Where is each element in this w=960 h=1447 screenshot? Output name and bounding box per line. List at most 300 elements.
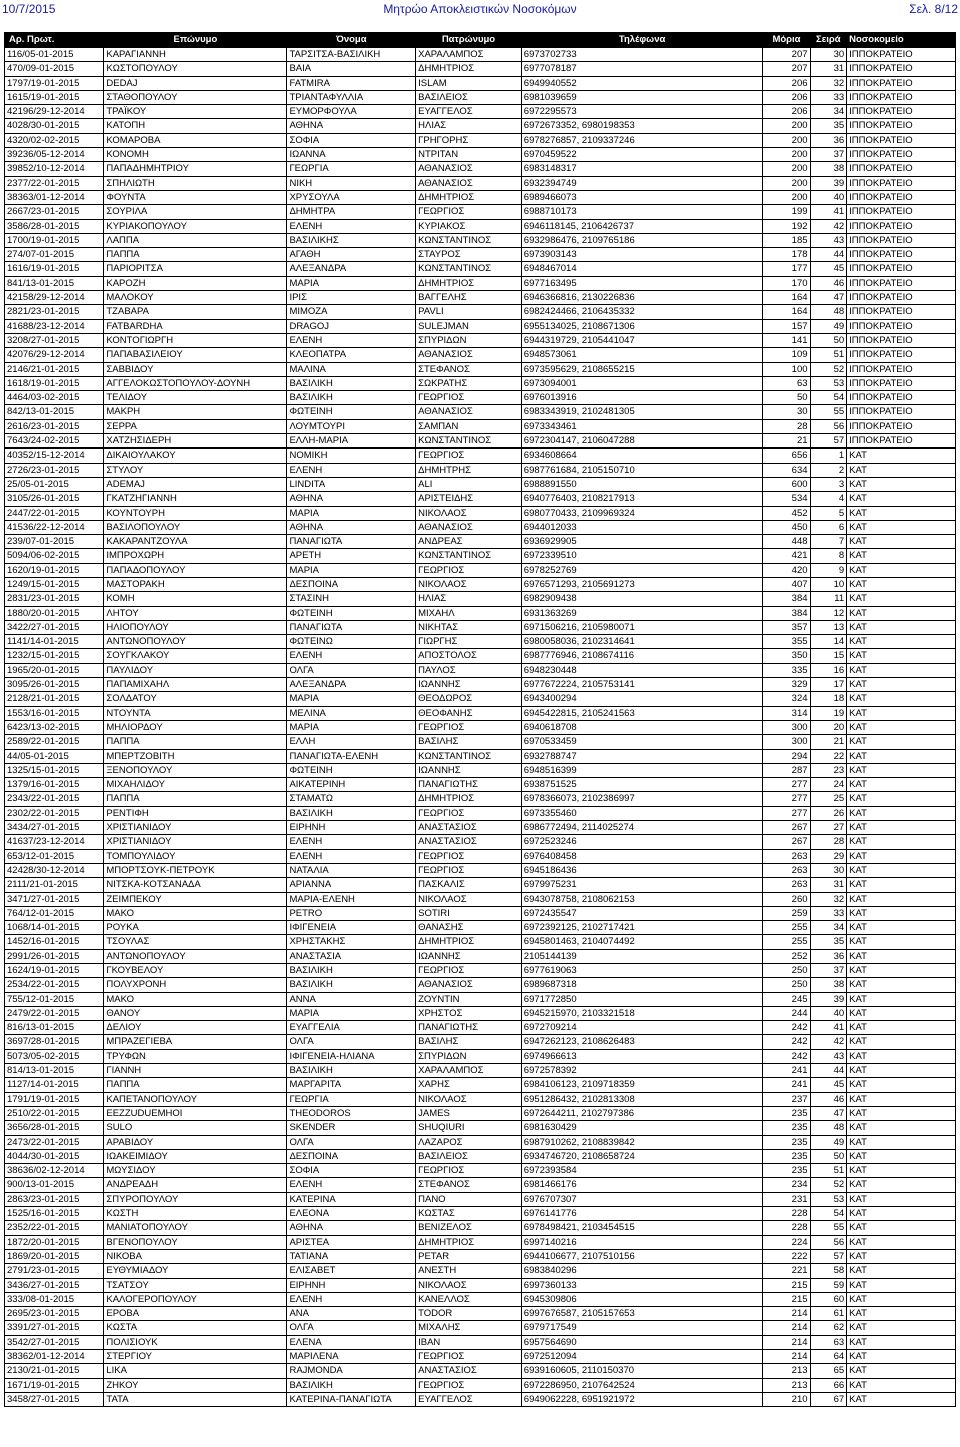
rank-cell: 66 bbox=[810, 1378, 847, 1392]
phones-cell: 6945801463, 2104074492 bbox=[521, 935, 763, 949]
hospital-cell: ΚΑΤ bbox=[847, 1235, 956, 1249]
protocol-cell: 41536/22-12-2014 bbox=[5, 520, 104, 534]
surname-cell: ΑΓΓΕΛΟΚΩΣΤΟΠΟΥΛΟΥ-ΔΟΥΝΗ bbox=[104, 376, 287, 390]
protocol-cell: 2589/22-01-2015 bbox=[5, 735, 104, 749]
surname-cell: LIKA bbox=[104, 1364, 287, 1378]
father-name-cell: ΓΡΗΓΟΡΗΣ bbox=[416, 133, 522, 147]
rank-cell: 42 bbox=[810, 219, 847, 233]
points-cell: 634 bbox=[763, 463, 810, 477]
name-cell: ΑΘΗΝΑ bbox=[287, 520, 416, 534]
phones-cell: 6983343919, 2102481305 bbox=[521, 405, 763, 419]
name-cell: ΛΟΥΜΤΟΥΡΙ bbox=[287, 419, 416, 433]
table-row bbox=[5, 878, 956, 892]
name-cell: ΑΘΗΝΑ bbox=[287, 1221, 416, 1235]
father-name-cell: ΝΙΚΟΛΑΟΣ bbox=[416, 506, 522, 520]
table-row bbox=[5, 1178, 956, 1192]
phones-cell: 6948230448 bbox=[521, 663, 763, 677]
protocol-cell: 764/12-01-2015 bbox=[5, 906, 104, 920]
protocol-cell: 814/13-01-2015 bbox=[5, 1064, 104, 1078]
father-name-cell: ΝΙΚΟΛΑΟΣ bbox=[416, 577, 522, 591]
name-cell: ΑΡΕΤΗ bbox=[287, 549, 416, 563]
name-cell: ΜΑΡΙΑ-ΕΛΕΝΗ bbox=[287, 892, 416, 906]
surname-cell: ΜΠΟΡΤΣΟΥΚ-ΠΕΤΡΟΥΚ bbox=[104, 863, 287, 877]
points-cell: 214 bbox=[763, 1335, 810, 1349]
name-cell: ΑΘΗΝΑ bbox=[287, 119, 416, 133]
father-name-cell: ΣΤΕΦΑΝΟΣ bbox=[416, 362, 522, 376]
rank-cell: 31 bbox=[810, 878, 847, 892]
protocol-cell: 2479/22-01-2015 bbox=[5, 1006, 104, 1020]
rank-cell: 65 bbox=[810, 1364, 847, 1378]
phones-cell: 6987910262, 2108839842 bbox=[521, 1135, 763, 1149]
table-row bbox=[5, 735, 956, 749]
col-header-name: Όνομα bbox=[287, 33, 416, 48]
page-header bbox=[0, 0, 960, 20]
name-cell: ΕΛΕΝΗ bbox=[287, 649, 416, 663]
name-cell: ΣΟΦΙΑ bbox=[287, 133, 416, 147]
phones-cell: 6949940552 bbox=[521, 76, 763, 90]
surname-cell: ΣΟΛΔΑΤΟΥ bbox=[104, 692, 287, 706]
father-name-cell: ΗΛΙΑΣ bbox=[416, 119, 522, 133]
name-cell: ΦΩΤΕΙΝΗ bbox=[287, 606, 416, 620]
hospital-cell: ΚΑΤ bbox=[847, 792, 956, 806]
col-header-protocol: Αρ. Πρωτ. bbox=[5, 33, 104, 48]
surname-cell: ΛΗΤΟΥ bbox=[104, 606, 287, 620]
hospital-cell: ΙΠΠΟΚΡΑΤΕΙΟ bbox=[847, 291, 956, 305]
name-cell: ΜΑΡΙΑ bbox=[287, 276, 416, 290]
father-name-cell: ΜΙΧΑΛΗΣ bbox=[416, 1321, 522, 1335]
points-cell: 185 bbox=[763, 233, 810, 247]
table-row bbox=[5, 1292, 956, 1306]
hospital-cell: ΙΠΠΟΚΡΑΤΕΙΟ bbox=[847, 205, 956, 219]
surname-cell: ΚΑΛΟΓΕΡΟΠΟΥΛΟΥ bbox=[104, 1292, 287, 1306]
points-cell: 656 bbox=[763, 448, 810, 463]
protocol-cell: 1379/16-01-2015 bbox=[5, 778, 104, 792]
table-row bbox=[5, 678, 956, 692]
surname-cell: ΙΜΠΡΟΧΩΡΗ bbox=[104, 549, 287, 563]
surname-cell: ΓΚΟΥΒΕΛΟΥ bbox=[104, 964, 287, 978]
father-name-cell: ΝΙΚΟΛΑΟΣ bbox=[416, 1278, 522, 1292]
points-cell: 252 bbox=[763, 949, 810, 963]
table-row bbox=[5, 1392, 956, 1406]
table-row bbox=[5, 1350, 956, 1364]
points-cell: 109 bbox=[763, 348, 810, 362]
points-cell: 267 bbox=[763, 821, 810, 835]
hospital-cell: ΚΑΤ bbox=[847, 663, 956, 677]
name-cell: ΒΑΣΙΛΙΚΗ bbox=[287, 978, 416, 992]
phones-cell: 6972339510 bbox=[521, 549, 763, 563]
table-row bbox=[5, 291, 956, 305]
table-row bbox=[5, 105, 956, 119]
points-cell: 237 bbox=[763, 1092, 810, 1106]
name-cell: ΦΩΤΕΙΝΗ bbox=[287, 405, 416, 419]
protocol-cell: 2616/23-01-2015 bbox=[5, 419, 104, 433]
rank-cell: 17 bbox=[810, 678, 847, 692]
hospital-cell: ΙΠΠΟΚΡΑΤΕΙΟ bbox=[847, 48, 956, 62]
hospital-cell: ΚΑΤ bbox=[847, 1292, 956, 1306]
surname-cell: ΚΟΥΝΤΟΥΡΗ bbox=[104, 506, 287, 520]
rank-cell: 58 bbox=[810, 1264, 847, 1278]
points-cell: 164 bbox=[763, 291, 810, 305]
protocol-cell: 333/08-01-2015 bbox=[5, 1292, 104, 1306]
father-name-cell: ΙΩΑΝΝΗΣ bbox=[416, 949, 522, 963]
hospital-cell: ΙΠΠΟΚΡΑΤΕΙΟ bbox=[847, 348, 956, 362]
table-row bbox=[5, 1106, 956, 1120]
table-row bbox=[5, 262, 956, 276]
protocol-cell: 116/05-01-2015 bbox=[5, 48, 104, 62]
phones-cell: 6931363269 bbox=[521, 606, 763, 620]
hospital-cell: ΚΑΤ bbox=[847, 1192, 956, 1206]
phones-cell: 6972295573 bbox=[521, 105, 763, 119]
rank-cell: 1 bbox=[810, 448, 847, 463]
protocol-cell: 1525/16-01-2015 bbox=[5, 1207, 104, 1221]
points-cell: 206 bbox=[763, 105, 810, 119]
table-row bbox=[5, 1207, 956, 1221]
father-name-cell: ΓΙΩΡΓΗΣ bbox=[416, 635, 522, 649]
phones-cell: 6976571293, 2105691273 bbox=[521, 577, 763, 591]
hospital-cell: ΙΠΠΟΚΡΑΤΕΙΟ bbox=[847, 305, 956, 319]
points-cell: 235 bbox=[763, 1121, 810, 1135]
father-name-cell: ΚΩΝΣΤΑΝΤΙΝΟΣ bbox=[416, 749, 522, 763]
table-row bbox=[5, 835, 956, 849]
father-name-cell: ΑΝΕΣΤΗ bbox=[416, 1264, 522, 1278]
hospital-cell: ΚΑΤ bbox=[847, 1321, 956, 1335]
phones-cell: 6943400294 bbox=[521, 692, 763, 706]
protocol-cell: 2447/22-01-2015 bbox=[5, 506, 104, 520]
points-cell: 452 bbox=[763, 506, 810, 520]
protocol-cell: 3208/27-01-2015 bbox=[5, 333, 104, 347]
table-row bbox=[5, 906, 956, 920]
hospital-cell: ΚΑΤ bbox=[847, 1278, 956, 1292]
points-cell: 329 bbox=[763, 678, 810, 692]
surname-cell: ΤΕΛΙΔΟΥ bbox=[104, 391, 287, 405]
points-cell: 21 bbox=[763, 434, 810, 449]
rank-cell: 15 bbox=[810, 649, 847, 663]
protocol-cell: 42158/29-12-2014 bbox=[5, 291, 104, 305]
points-cell: 600 bbox=[763, 477, 810, 491]
surname-cell: ΧΡΙΣΤΙΑΝΙΔΟΥ bbox=[104, 821, 287, 835]
table-row bbox=[5, 863, 956, 877]
hospital-cell: ΙΠΠΟΚΡΑΤΕΙΟ bbox=[847, 176, 956, 190]
father-name-cell: ΓΕΩΡΓΙΟΣ bbox=[416, 448, 522, 463]
points-cell: 224 bbox=[763, 1235, 810, 1249]
father-name-cell: ΑΘΑΝΑΣΙΟΣ bbox=[416, 176, 522, 190]
points-cell: 235 bbox=[763, 1149, 810, 1163]
phones-cell: 6978276857, 2109337246 bbox=[521, 133, 763, 147]
protocol-cell: 4044/30-01-2015 bbox=[5, 1149, 104, 1163]
surname-cell: ΑΡΑΒΙΔΟΥ bbox=[104, 1135, 287, 1149]
rank-cell: 63 bbox=[810, 1335, 847, 1349]
phones-cell: 6989687318 bbox=[521, 978, 763, 992]
father-name-cell: ΛΑΖΑΡΟΣ bbox=[416, 1135, 522, 1149]
rank-cell: 31 bbox=[810, 62, 847, 76]
protocol-cell: 5073/05-02-2015 bbox=[5, 1049, 104, 1063]
hospital-cell: ΚΑΤ bbox=[847, 720, 956, 734]
points-cell: 448 bbox=[763, 535, 810, 549]
name-cell: ΔΕΣΠΟΙΝΑ bbox=[287, 577, 416, 591]
name-cell: ΟΛΓΑ bbox=[287, 1135, 416, 1149]
protocol-cell: 1249/15-01-2015 bbox=[5, 577, 104, 591]
rank-cell: 57 bbox=[810, 1249, 847, 1263]
father-name-cell: ΔΗΜΗΤΡΙΟΣ bbox=[416, 935, 522, 949]
hospital-cell: ΙΠΠΟΚΡΑΤΕΙΟ bbox=[847, 148, 956, 162]
surname-cell: ΒΓΕΝΟΠΟΥΛΟΥ bbox=[104, 1235, 287, 1249]
rank-cell: 39 bbox=[810, 176, 847, 190]
hospital-cell: ΙΠΠΟΚΡΑΤΕΙΟ bbox=[847, 90, 956, 104]
table-row bbox=[5, 405, 956, 419]
name-cell: ΑΛΕΞΑΝΔΡΑ bbox=[287, 262, 416, 276]
table-row bbox=[5, 76, 956, 90]
rank-cell: 56 bbox=[810, 419, 847, 433]
rank-cell: 61 bbox=[810, 1307, 847, 1321]
phones-cell: 6977672224, 2105753141 bbox=[521, 678, 763, 692]
phones-cell: 6974966613 bbox=[521, 1049, 763, 1063]
table-row bbox=[5, 520, 956, 534]
name-cell: ΧΡΗΣΤΑΚΗΣ bbox=[287, 935, 416, 949]
rank-cell: 7 bbox=[810, 535, 847, 549]
surname-cell: ΜΗΛΙΟΡΔΟΥ bbox=[104, 720, 287, 734]
points-cell: 215 bbox=[763, 1278, 810, 1292]
rank-cell: 27 bbox=[810, 821, 847, 835]
phones-cell: 6988891550 bbox=[521, 477, 763, 491]
phones-cell: 6934746720, 2108658724 bbox=[521, 1149, 763, 1163]
points-cell: 267 bbox=[763, 835, 810, 849]
rank-cell: 33 bbox=[810, 90, 847, 104]
hospital-cell: ΙΠΠΟΚΡΑΤΕΙΟ bbox=[847, 262, 956, 276]
hospital-cell: ΙΠΠΟΚΡΑΤΕΙΟ bbox=[847, 248, 956, 262]
protocol-cell: 1700/19-01-2015 bbox=[5, 233, 104, 247]
hospital-cell: ΚΑΤ bbox=[847, 1392, 956, 1406]
father-name-cell: ΖΟΥΝΤΙΝ bbox=[416, 992, 522, 1006]
rank-cell: 34 bbox=[810, 105, 847, 119]
points-cell: 259 bbox=[763, 906, 810, 920]
hospital-cell: ΚΑΤ bbox=[847, 992, 956, 1006]
hospital-cell: ΚΑΤ bbox=[847, 1350, 956, 1364]
name-cell: ΙΦΙΓΕΝΕΙΑ bbox=[287, 921, 416, 935]
phones-cell: 6934608664 bbox=[521, 448, 763, 463]
surname-cell: ΛΑΠΠΑ bbox=[104, 233, 287, 247]
protocol-cell: 470/09-01-2015 bbox=[5, 62, 104, 76]
phones-cell: 6982424466, 2106435332 bbox=[521, 305, 763, 319]
table-row bbox=[5, 935, 956, 949]
protocol-cell: 7643/24-02-2015 bbox=[5, 434, 104, 449]
table-row bbox=[5, 749, 956, 763]
name-cell: ΠΑΝΑΓΙΩΤΑ bbox=[287, 535, 416, 549]
table-row bbox=[5, 778, 956, 792]
phones-cell: 6944012033 bbox=[521, 520, 763, 534]
phones-cell: 6946118145, 2106426737 bbox=[521, 219, 763, 233]
surname-cell: ΚΥΡΙΑΚΟΠΟΥΛΟΥ bbox=[104, 219, 287, 233]
table-row bbox=[5, 1307, 956, 1321]
hospital-cell: ΚΑΤ bbox=[847, 778, 956, 792]
hospital-cell: ΚΑΤ bbox=[847, 678, 956, 692]
hospital-cell: ΙΠΠΟΚΡΑΤΕΙΟ bbox=[847, 105, 956, 119]
hospital-cell: ΚΑΤ bbox=[847, 835, 956, 849]
father-name-cell: PAVLI bbox=[416, 305, 522, 319]
table-row bbox=[5, 348, 956, 362]
table-row bbox=[5, 892, 956, 906]
phones-cell: 6948467014 bbox=[521, 262, 763, 276]
table-row bbox=[5, 1164, 956, 1178]
protocol-cell: 1965/20-01-2015 bbox=[5, 663, 104, 677]
name-cell: ΕΥΜΟΡΦΟΥΛΑ bbox=[287, 105, 416, 119]
surname-cell: ΤΣΑΤΣΟΥ bbox=[104, 1278, 287, 1292]
phones-cell: 6946366816, 2130226836 bbox=[521, 291, 763, 305]
rank-cell: 40 bbox=[810, 190, 847, 204]
hospital-cell: ΙΠΠΟΚΡΑΤΕΙΟ bbox=[847, 133, 956, 147]
name-cell: ΣΟΦΙΑ bbox=[287, 1164, 416, 1178]
points-cell: 294 bbox=[763, 749, 810, 763]
name-cell: ΚΛΕΟΠΑΤΡΑ bbox=[287, 348, 416, 362]
rank-cell: 8 bbox=[810, 549, 847, 563]
surname-cell: ΜΑΚΡΗ bbox=[104, 405, 287, 419]
father-name-cell: ΙΩΑΝΝΗΣ bbox=[416, 678, 522, 692]
table-row bbox=[5, 635, 956, 649]
name-cell: ΒΑΣΙΛΙΚΗ bbox=[287, 964, 416, 978]
hospital-cell: ΚΑΤ bbox=[847, 1135, 956, 1149]
phones-cell: 6980770433, 2109969324 bbox=[521, 506, 763, 520]
points-cell: 420 bbox=[763, 563, 810, 577]
table-row bbox=[5, 319, 956, 333]
document-title: Μητρώο Αποκλειστικών Νοσοκόμων bbox=[383, 2, 577, 16]
table-row bbox=[5, 1078, 956, 1092]
surname-cell: ΡΟΥΚΑ bbox=[104, 921, 287, 935]
hospital-cell: ΚΑΤ bbox=[847, 520, 956, 534]
protocol-cell: 2377/22-01-2015 bbox=[5, 176, 104, 190]
points-cell: 234 bbox=[763, 1178, 810, 1192]
father-name-cell: ΚΥΡΙΑΚΟΣ bbox=[416, 219, 522, 233]
table-row bbox=[5, 506, 956, 520]
protocol-cell: 3542/27-01-2015 bbox=[5, 1335, 104, 1349]
table-row bbox=[5, 606, 956, 620]
rank-cell: 34 bbox=[810, 921, 847, 935]
protocol-cell: 5094/06-02-2015 bbox=[5, 549, 104, 563]
rank-cell: 14 bbox=[810, 635, 847, 649]
protocol-cell: 2821/23-01-2015 bbox=[5, 305, 104, 319]
phones-cell: 6973094001 bbox=[521, 376, 763, 390]
rank-cell: 9 bbox=[810, 563, 847, 577]
phones-cell: 6951286432, 2102813308 bbox=[521, 1092, 763, 1106]
name-cell: ΙΦΙΓΕΝΕΙΑ-ΗΛΙΑΝΑ bbox=[287, 1049, 416, 1063]
rank-cell: 46 bbox=[810, 1092, 847, 1106]
protocol-cell: 3422/27-01-2015 bbox=[5, 620, 104, 634]
father-name-cell: ΓΕΩΡΓΙΟΣ bbox=[416, 205, 522, 219]
surname-cell: ΣΤΑΘΟΠΟΥΛΟΥ bbox=[104, 90, 287, 104]
father-name-cell: ΒΑΓΓΕΛΗΣ bbox=[416, 291, 522, 305]
phones-cell: 6997360133 bbox=[521, 1278, 763, 1292]
name-cell: ΑΝΝΑ bbox=[287, 992, 416, 1006]
rank-cell: 57 bbox=[810, 434, 847, 449]
protocol-cell: 2667/23-01-2015 bbox=[5, 205, 104, 219]
rank-cell: 4 bbox=[810, 492, 847, 506]
phones-cell: 6949062228, 6951921972 bbox=[521, 1392, 763, 1406]
name-cell: ΒΑΣΙΛΙΚΗ bbox=[287, 376, 416, 390]
name-cell: ΕΙΡΗΝΗ bbox=[287, 1278, 416, 1292]
father-name-cell: ΒΑΣΙΛΗΣ bbox=[416, 1035, 522, 1049]
protocol-cell: 816/13-01-2015 bbox=[5, 1021, 104, 1035]
father-name-cell: ΒΕΝΙΖΕΛΟΣ bbox=[416, 1221, 522, 1235]
phones-cell: 6973702733 bbox=[521, 48, 763, 62]
phones-cell: 6948516399 bbox=[521, 763, 763, 777]
name-cell: LINDITA bbox=[287, 477, 416, 491]
hospital-cell: ΙΠΠΟΚΡΑΤΕΙΟ bbox=[847, 319, 956, 333]
protocol-cell: 1620/19-01-2015 bbox=[5, 563, 104, 577]
points-cell: 242 bbox=[763, 1035, 810, 1049]
father-name-cell: ΔΗΜΗΤΡΙΟΣ bbox=[416, 62, 522, 76]
phones-cell: 6932394749 bbox=[521, 176, 763, 190]
rank-cell: 48 bbox=[810, 305, 847, 319]
surname-cell: ΚΑΡΟΖΗ bbox=[104, 276, 287, 290]
hospital-cell: ΙΠΠΟΚΡΑΤΕΙΟ bbox=[847, 362, 956, 376]
name-cell: ΓΕΩΡΓΙΑ bbox=[287, 1092, 416, 1106]
page-number: Σελ. 8/12 bbox=[909, 2, 958, 16]
surname-cell: ΠΑΡΙΟΡΙΤΣΑ bbox=[104, 262, 287, 276]
hospital-cell: ΚΑΤ bbox=[847, 1092, 956, 1106]
protocol-cell: 3586/28-01-2015 bbox=[5, 219, 104, 233]
table-row bbox=[5, 1278, 956, 1292]
surname-cell: ΦΟΥΝΤΑ bbox=[104, 190, 287, 204]
col-header-points: Μόρια bbox=[763, 33, 810, 48]
hospital-cell: ΚΑΤ bbox=[847, 1106, 956, 1120]
hospital-cell: ΚΑΤ bbox=[847, 735, 956, 749]
points-cell: 242 bbox=[763, 1049, 810, 1063]
rank-cell: 49 bbox=[810, 1135, 847, 1149]
father-name-cell: ΘΑΝΑΣΗΣ bbox=[416, 921, 522, 935]
points-cell: 245 bbox=[763, 992, 810, 1006]
points-cell: 215 bbox=[763, 1292, 810, 1306]
father-name-cell: ΓΕΩΡΓΙΟΣ bbox=[416, 391, 522, 405]
rank-cell: 39 bbox=[810, 992, 847, 1006]
table-row bbox=[5, 1378, 956, 1392]
name-cell: ΚΑΤΕΡΙΝΑ-ΠΑΝΑΓΙΩΤΑ bbox=[287, 1392, 416, 1406]
protocol-cell: 38636/02-12-2014 bbox=[5, 1164, 104, 1178]
hospital-cell: ΚΑΤ bbox=[847, 635, 956, 649]
protocol-cell: 1616/19-01-2015 bbox=[5, 262, 104, 276]
points-cell: 157 bbox=[763, 319, 810, 333]
hospital-cell: ΙΠΠΟΚΡΑΤΕΙΟ bbox=[847, 162, 956, 176]
rank-cell: 49 bbox=[810, 319, 847, 333]
protocol-cell: 3095/26-01-2015 bbox=[5, 678, 104, 692]
points-cell: 314 bbox=[763, 706, 810, 720]
table-row bbox=[5, 463, 956, 477]
phones-cell: 6984106123, 2109718359 bbox=[521, 1078, 763, 1092]
name-cell: ΑΘΗΝΑ bbox=[287, 492, 416, 506]
protocol-cell: 900/13-01-2015 bbox=[5, 1178, 104, 1192]
protocol-cell: 653/12-01-2015 bbox=[5, 849, 104, 863]
hospital-cell: ΚΑΤ bbox=[847, 535, 956, 549]
points-cell: 200 bbox=[763, 148, 810, 162]
protocol-cell: 2695/23-01-2015 bbox=[5, 1307, 104, 1321]
father-name-cell: ΑΡΙΣΤΕΙΔΗΣ bbox=[416, 492, 522, 506]
phones-cell: 6979717549 bbox=[521, 1321, 763, 1335]
hospital-cell: ΚΑΤ bbox=[847, 620, 956, 634]
hospital-cell: ΚΑΤ bbox=[847, 806, 956, 820]
protocol-cell: 1141/14-01-2015 bbox=[5, 635, 104, 649]
hospital-cell: ΚΑΤ bbox=[847, 1149, 956, 1163]
father-name-cell: ΓΕΩΡΓΙΟΣ bbox=[416, 1164, 522, 1178]
rank-cell: 45 bbox=[810, 1078, 847, 1092]
points-cell: 260 bbox=[763, 892, 810, 906]
protocol-cell: 842/13-01-2015 bbox=[5, 405, 104, 419]
phones-cell: 6972673352, 6980198353 bbox=[521, 119, 763, 133]
hospital-cell: ΙΠΠΟΚΡΑΤΕΙΟ bbox=[847, 276, 956, 290]
protocol-cell: 1869/20-01-2015 bbox=[5, 1249, 104, 1263]
father-name-cell: ΒΑΣΙΛΕΙΟΣ bbox=[416, 1149, 522, 1163]
table-row bbox=[5, 48, 956, 62]
surname-cell: ΠΟΛΥΧΡΟΝΗ bbox=[104, 978, 287, 992]
father-name-cell: ΣΑΜΠΑΝ bbox=[416, 419, 522, 433]
points-cell: 199 bbox=[763, 205, 810, 219]
phones-cell: 6945422815, 2105241563 bbox=[521, 706, 763, 720]
